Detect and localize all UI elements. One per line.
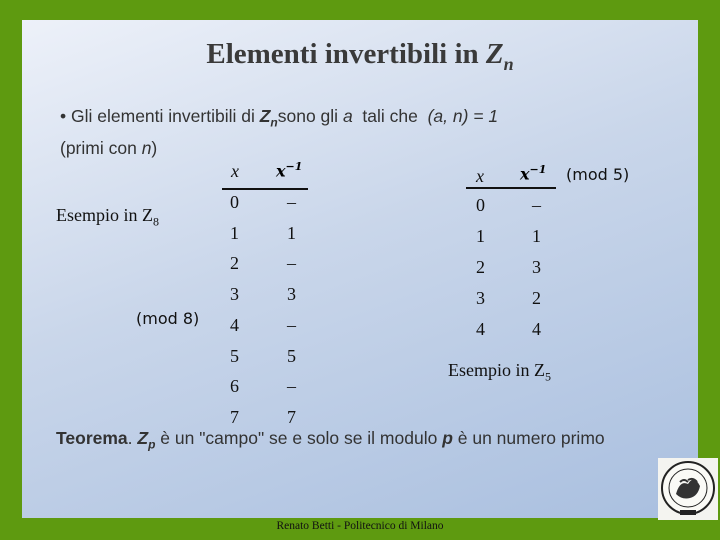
right-row-x-3: 3 xyxy=(476,288,485,308)
left-example-label xyxy=(56,205,159,230)
title-subscript: n xyxy=(503,53,514,74)
left-row-x-7: 7 xyxy=(230,406,239,427)
left-example-label-sub: 8 xyxy=(153,214,159,229)
left-row-x-3: 3 xyxy=(230,284,239,305)
right-row-x-0: 0 xyxy=(476,195,485,215)
bullet-marker: • xyxy=(60,106,67,126)
right-row-x-2: 2 xyxy=(476,257,485,277)
right-mod-label: (mod 5) xyxy=(566,165,630,184)
bullet-text-4: (primi con xyxy=(60,137,142,158)
right-header-inverse xyxy=(520,163,546,183)
bullet-symbol: Z xyxy=(259,106,271,126)
left-row-inverse-6: – xyxy=(287,376,296,397)
right-header-inverse-sup: −1 xyxy=(529,163,547,176)
left-row-inverse-3: 3 xyxy=(287,284,296,305)
left-example-label-text: Esempio in Z xyxy=(56,205,153,225)
bullet-text-1: Gli elementi invertibili di xyxy=(71,106,260,126)
right-row-x-1: 1 xyxy=(476,226,485,246)
bullet-subscript: n xyxy=(270,115,278,130)
left-row-x-1: 1 xyxy=(230,222,239,243)
theorem-text-1: è un "campo" se e solo se il modulo xyxy=(155,428,443,448)
bullet-text-5: ) xyxy=(151,137,158,158)
slide-title xyxy=(0,38,720,75)
right-row-inverse-3: 2 xyxy=(532,288,541,308)
bullet-text-3: tali che xyxy=(352,106,428,126)
bullet-condition: (a, n) = 1 xyxy=(427,106,499,126)
left-header-inverse-sup: −1 xyxy=(285,160,303,173)
right-row-inverse-2: 3 xyxy=(532,257,541,277)
left-row-inverse-7: 7 xyxy=(287,406,296,427)
theorem-sep: . xyxy=(127,428,138,448)
bullet-text-2: sono gli xyxy=(277,106,343,126)
left-row-x-0: 0 xyxy=(230,192,239,212)
right-header-inverse-base: x xyxy=(520,164,530,184)
theorem-statement xyxy=(56,428,605,452)
right-row-inverse-0: – xyxy=(532,195,541,215)
left-row-inverse-4: – xyxy=(287,314,296,335)
right-example-label xyxy=(448,360,551,385)
theorem-p: p xyxy=(442,428,453,448)
title-symbol: Z xyxy=(485,38,504,70)
left-row-inverse-2: – xyxy=(287,253,296,274)
theorem-subscript: p xyxy=(148,437,156,452)
left-row-x-6: 6 xyxy=(230,376,239,397)
right-row-x-4: 4 xyxy=(476,319,485,339)
title-text: Elementi invertibili in xyxy=(206,38,486,70)
footer-credit: Renato Betti - Politecnico di Milano xyxy=(276,520,444,532)
right-row-inverse-4: 4 xyxy=(532,319,541,339)
right-header-rule xyxy=(466,187,556,189)
left-header-inverse-base: x xyxy=(276,161,286,181)
left-row-x-5: 5 xyxy=(230,345,239,366)
theorem-text-2: è un numero primo xyxy=(452,428,605,448)
left-row-x-4: 4 xyxy=(230,314,239,335)
bullet-n: n xyxy=(141,137,152,158)
bullet-point xyxy=(60,104,580,161)
left-mod-label: (mod 8) xyxy=(136,309,200,328)
left-header-x: x xyxy=(231,161,239,181)
right-header-x: x xyxy=(476,166,484,186)
right-example-label-text: Esempio in Z xyxy=(448,360,545,380)
left-row-x-2: 2 xyxy=(230,253,239,274)
left-header-rule xyxy=(222,188,308,190)
theorem-label: Teorema xyxy=(56,428,128,448)
theorem-symbol: Z xyxy=(137,428,149,448)
right-row-inverse-1: 1 xyxy=(532,226,541,246)
right-example-label-sub: 5 xyxy=(545,369,551,384)
bullet-a: a xyxy=(342,106,353,126)
politecnico-logo xyxy=(658,458,718,520)
politecnico-seal-icon xyxy=(658,458,718,520)
left-row-inverse-0: – xyxy=(287,192,296,212)
left-row-inverse-5: 5 xyxy=(287,345,296,366)
left-header-inverse xyxy=(276,160,302,180)
left-row-inverse-1: 1 xyxy=(287,222,296,243)
